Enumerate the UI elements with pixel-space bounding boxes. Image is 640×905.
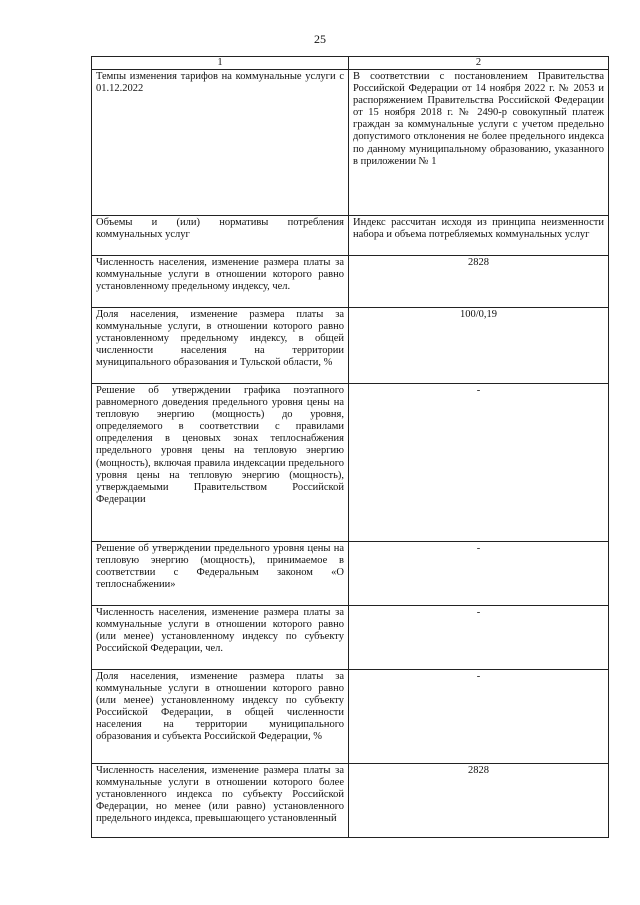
row-value-share-equal-index: 100/0,19 xyxy=(349,308,609,384)
row-value-heat-price-limit: - xyxy=(349,542,609,606)
row-label-population-above-regional: Численность населения, изменение размера платы за коммунальные услуги в отношении которого более установленного индекса по субъекту Российской Федерации, но менее (или равно) установленного предельного индекса, превышающего установленный xyxy=(92,764,349,838)
row-label-share-regional-index: Доля населения, изменение размера платы за коммунальные услуги в отношении которого равно (или менее) установленному индексу по субъекту Российской Федерации, в общей численности населения на территории муниципального образования и субъекта Российской Федерации, % xyxy=(92,670,349,764)
table-row xyxy=(92,256,609,308)
row-value-share-regional-index: - xyxy=(349,670,609,764)
table-row xyxy=(92,70,609,216)
table-row xyxy=(92,670,609,764)
column-header-2: 2 xyxy=(349,57,609,70)
row-label-population-regional-index: Численность населения, изменение размера платы за коммунальные услуги в отношении которого равно (или менее) установленному индексу по субъекту Российской Федерации, чел. xyxy=(92,606,349,670)
row-value-population-equal-index: 2828 xyxy=(349,256,609,308)
table-row xyxy=(92,606,609,670)
row-label-population-equal-index: Численность населения, изменение размера платы за коммунальные услуги в отношении которого равно установленному предельному индексу, чел. xyxy=(92,256,349,308)
column-header-1: 1 xyxy=(92,57,349,70)
row-value-heat-price-schedule: - xyxy=(349,384,609,542)
page-number: 25 xyxy=(314,32,326,46)
document-table xyxy=(91,56,609,838)
row-label-heat-price-schedule: Решение об утверждении графика поэтапного равномерного доведения предельного уровня цены на тепловую энергию (мощность) до уровня, определяемого в соответствии с правилами определения в ценовых зонах теплоснабжения предельного уровня цены на тепловую энергию (мощность), включая правила индексации предельного уровня цены на тепловую энергию (мощность), утверждаемыми Правительством Российской Федерации xyxy=(92,384,349,542)
table-row xyxy=(92,308,609,384)
table-row xyxy=(92,216,609,256)
table-header-row xyxy=(92,57,609,70)
row-label-heat-price-limit: Решение об утверждении предельного уровня цены на тепловую энергию (мощность), принимаемое в соответствии с Федеральным законом «О теплоснабжении» xyxy=(92,542,349,606)
table-row xyxy=(92,542,609,606)
table-row xyxy=(92,764,609,838)
row-value-population-above-regional: 2828 xyxy=(349,764,609,838)
row-value-consumption-volumes: Индекс рассчитан исходя из принципа неизменности набора и объема потребляемых коммунальных услуг xyxy=(349,216,609,256)
row-value-tariff-change: В соответствии с постановлением Правительства Российской Федерации от 14 ноября 2022 г. № 2053 и распоряжением Правительства Российской Федерации от 15 ноября 2018 г. № 2490-р совокупный платеж граждан за коммунальные услуги с учетом предельно допустимого отклонения не более предельного индекса по данному муниципальному образованию, указанного в приложении № 1 xyxy=(349,70,609,216)
row-label-share-equal-index: Доля населения, изменение размера платы за коммунальные услуги, в отношении которого равно установленному предельному индексу, в общей численности населения на территории муниципального образования и Тульской области, % xyxy=(92,308,349,384)
row-label-tariff-change: Темпы изменения тарифов на коммунальные услуги с 01.12.2022 xyxy=(92,70,349,216)
table-row xyxy=(92,384,609,542)
row-label-consumption-volumes: Объемы и (или) нормативы потребления коммунальных услуг xyxy=(92,216,349,256)
row-value-population-regional-index: - xyxy=(349,606,609,670)
